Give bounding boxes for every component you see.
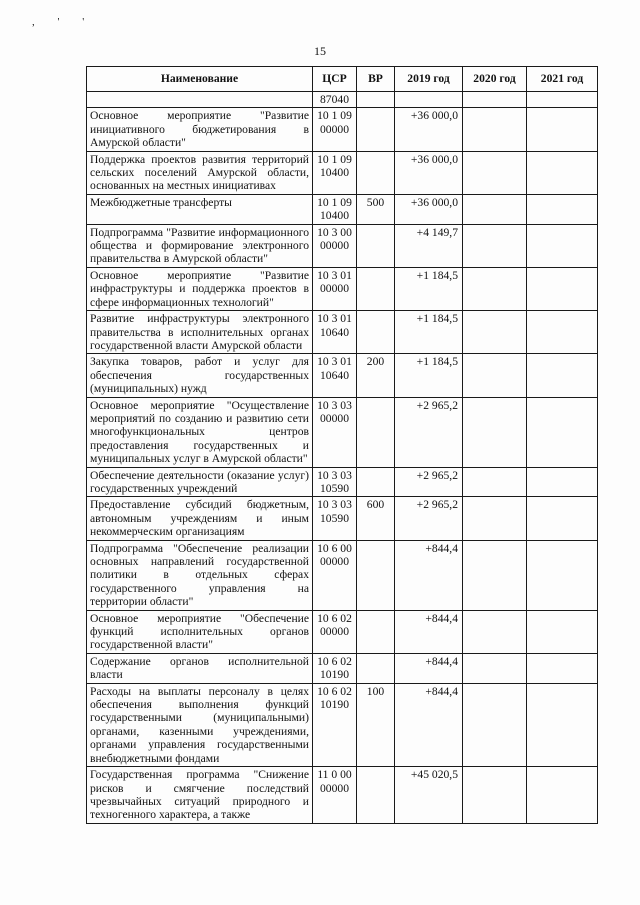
cell-2019: +36 000,0	[395, 151, 463, 194]
cell-name: Поддержка проектов развития территорий сельских поселений Амурской области, основанных на местных инициативах	[87, 151, 313, 194]
cell-name: Основное мероприятие "Обеспечение функций исполнительных органов государственной власти"	[87, 610, 313, 653]
cell-name: Предоставление субсидий бюджетным, автономным учреждениям и иным некоммерческим организациям	[87, 497, 313, 540]
cell-2019: +45 020,5	[395, 767, 463, 824]
cell-vr: 100	[357, 683, 395, 766]
table-row	[87, 610, 598, 653]
cell-2021	[527, 108, 598, 151]
header-2019: 2019 год	[395, 67, 463, 92]
cell-csr: 10 3 01 00000	[313, 267, 357, 310]
cell-csr: 10 3 03 10590	[313, 467, 357, 497]
cell-2021	[527, 194, 598, 224]
header-2020: 2020 год	[463, 67, 527, 92]
page-number: 15	[314, 44, 326, 58]
scan-marks: , ' '	[32, 16, 95, 28]
header-2021: 2021 год	[527, 67, 598, 92]
table-row	[87, 92, 598, 108]
cell-2020	[463, 151, 527, 194]
cell-vr	[357, 397, 395, 467]
table-row	[87, 311, 598, 354]
cell-2019: +1 184,5	[395, 354, 463, 397]
cell-2020	[463, 683, 527, 766]
cell-vr	[357, 151, 395, 194]
table-row	[87, 354, 598, 397]
cell-csr: 10 3 03 10590	[313, 497, 357, 540]
cell-csr: 10 1 09 10400	[313, 151, 357, 194]
cell-name: Закупка товаров, работ и услуг для обеспечения государственных (муниципальных) нужд	[87, 354, 313, 397]
cell-csr: 10 6 00 00000	[313, 540, 357, 610]
cell-csr: 10 1 09 10400	[313, 194, 357, 224]
cell-name: Межбюджетные трансферты	[87, 194, 313, 224]
budget-table	[86, 66, 598, 824]
cell-name: Содержание органов исполнительной власти	[87, 653, 313, 683]
cell-2020	[463, 540, 527, 610]
cell-2021	[527, 497, 598, 540]
cell-2019: +4 149,7	[395, 224, 463, 267]
cell-name: Государственная программа "Снижение рисков и смягчение последствий чрезвычайных ситуаций природного и техногенного характера, а также	[87, 767, 313, 824]
cell-vr	[357, 311, 395, 354]
cell-vr	[357, 224, 395, 267]
cell-2020	[463, 467, 527, 497]
table-row	[87, 151, 598, 194]
cell-name: Обеспечение деятельности (оказание услуг) государственных учреждений	[87, 467, 313, 497]
cell-2019: +1 184,5	[395, 311, 463, 354]
cell-vr	[357, 767, 395, 824]
cell-name: Подпрограмма "Развитие информационного общества и формирование электронного правительства в Амурской области"	[87, 224, 313, 267]
cell-vr	[357, 610, 395, 653]
cell-2020	[463, 767, 527, 824]
table-row	[87, 683, 598, 766]
cell-csr: 87040	[313, 92, 357, 108]
cell-name: Основное мероприятие "Развитие инфраструктуры и поддержка проектов в сфере информационных технологий"	[87, 267, 313, 310]
cell-2021	[527, 653, 598, 683]
header-name: Наименование	[87, 67, 313, 92]
cell-name: Основное мероприятие "Осуществление мероприятий по созданию и развитию сети многофункциональных центров предоставления государственных и муниципальных услуг в Амурской области"	[87, 397, 313, 467]
cell-2021	[527, 224, 598, 267]
table-row	[87, 653, 598, 683]
cell-vr	[357, 540, 395, 610]
cell-2021	[527, 397, 598, 467]
cell-csr: 10 3 03 00000	[313, 397, 357, 467]
cell-2019: +844,4	[395, 683, 463, 766]
cell-csr: 10 6 02 00000	[313, 610, 357, 653]
cell-name: Подпрограмма "Обеспечение реализации основных направлений государственной политики в отдельных сферах государственного управления на территории области"	[87, 540, 313, 610]
cell-csr: 10 6 02 10190	[313, 653, 357, 683]
cell-2019: +36 000,0	[395, 194, 463, 224]
cell-2019: +844,4	[395, 653, 463, 683]
cell-csr: 10 3 01 10640	[313, 354, 357, 397]
table-row	[87, 224, 598, 267]
cell-2021	[527, 540, 598, 610]
header-vr: ВР	[357, 67, 395, 92]
cell-2019: +844,4	[395, 540, 463, 610]
table-row	[87, 267, 598, 310]
cell-csr: 10 3 01 10640	[313, 311, 357, 354]
cell-2020	[463, 108, 527, 151]
cell-2019: +1 184,5	[395, 267, 463, 310]
table-row	[87, 497, 598, 540]
cell-2019: +844,4	[395, 610, 463, 653]
cell-2021	[527, 92, 598, 108]
cell-2019	[395, 92, 463, 108]
cell-2021	[527, 311, 598, 354]
cell-2020	[463, 497, 527, 540]
cell-2021	[527, 683, 598, 766]
cell-csr: 11 0 00 00000	[313, 767, 357, 824]
table-row	[87, 194, 598, 224]
cell-name: Основное мероприятие "Развитие инициативного бюджетирования в Амурской области"	[87, 108, 313, 151]
cell-2020	[463, 354, 527, 397]
cell-2021	[527, 610, 598, 653]
cell-name: Развитие инфраструктуры электронного правительства в исполнительных органах государственной власти Амурской области	[87, 311, 313, 354]
cell-2019: +36 000,0	[395, 108, 463, 151]
cell-csr: 10 1 09 00000	[313, 108, 357, 151]
cell-2020	[463, 653, 527, 683]
cell-2021	[527, 467, 598, 497]
cell-vr	[357, 108, 395, 151]
cell-vr	[357, 467, 395, 497]
cell-vr	[357, 92, 395, 108]
cell-2021	[527, 151, 598, 194]
cell-vr	[357, 653, 395, 683]
cell-2020	[463, 224, 527, 267]
cell-vr: 200	[357, 354, 395, 397]
cell-2020	[463, 267, 527, 310]
table-row	[87, 108, 598, 151]
header-csr: ЦСР	[313, 67, 357, 92]
cell-2020	[463, 194, 527, 224]
cell-2020	[463, 397, 527, 467]
cell-2019: +2 965,2	[395, 497, 463, 540]
cell-2021	[527, 354, 598, 397]
table-row	[87, 397, 598, 467]
cell-csr: 10 6 02 10190	[313, 683, 357, 766]
cell-2020	[463, 610, 527, 653]
cell-2019: +2 965,2	[395, 397, 463, 467]
table-row	[87, 540, 598, 610]
cell-vr: 500	[357, 194, 395, 224]
cell-name: Расходы на выплаты персоналу в целях обеспечения выполнения функций государственными (муниципальными) органами, казенными учреждениями, органами управления государственными внебюджетными фондами	[87, 683, 313, 766]
cell-2021	[527, 267, 598, 310]
cell-vr: 600	[357, 497, 395, 540]
cell-2020	[463, 92, 527, 108]
cell-2019: +2 965,2	[395, 467, 463, 497]
table-row	[87, 467, 598, 497]
cell-vr	[357, 267, 395, 310]
cell-name	[87, 92, 313, 108]
cell-csr: 10 3 00 00000	[313, 224, 357, 267]
table-row	[87, 767, 598, 824]
table-header-row	[87, 67, 598, 92]
cell-2021	[527, 767, 598, 824]
cell-2020	[463, 311, 527, 354]
